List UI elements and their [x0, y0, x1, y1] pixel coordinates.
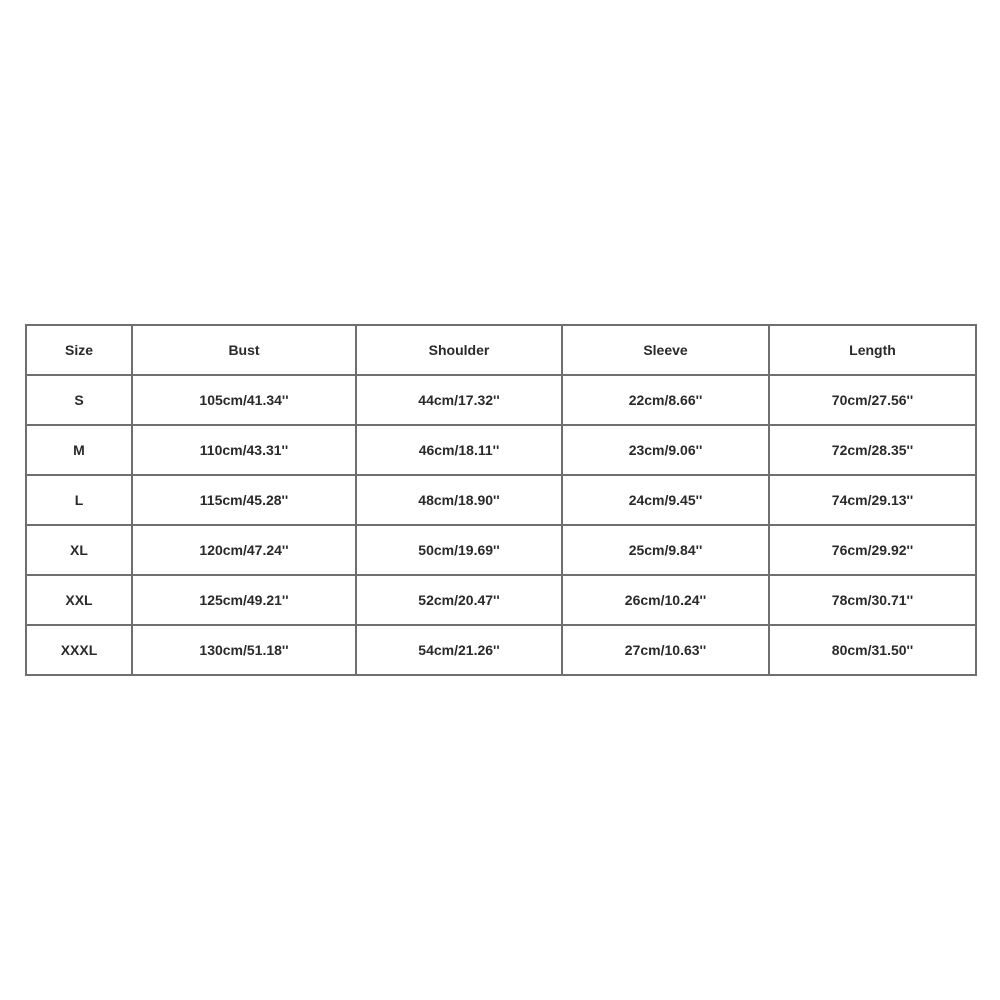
cell-size: XXXL [26, 625, 132, 675]
cell-bust: 115cm/45.28'' [132, 475, 356, 525]
header-sleeve: Sleeve [562, 325, 769, 375]
cell-bust: 130cm/51.18'' [132, 625, 356, 675]
header-bust: Bust [132, 325, 356, 375]
table-row [26, 625, 976, 675]
cell-length: 72cm/28.35'' [769, 425, 976, 475]
cell-shoulder: 52cm/20.47'' [356, 575, 562, 625]
cell-length: 76cm/29.92'' [769, 525, 976, 575]
cell-shoulder: 54cm/21.26'' [356, 625, 562, 675]
cell-bust: 120cm/47.24'' [132, 525, 356, 575]
size-chart-table [25, 324, 977, 676]
cell-sleeve: 22cm/8.66'' [562, 375, 769, 425]
size-chart-container [25, 324, 975, 675]
cell-length: 70cm/27.56'' [769, 375, 976, 425]
table-row [26, 575, 976, 625]
cell-shoulder: 48cm/18.90'' [356, 475, 562, 525]
cell-shoulder: 50cm/19.69'' [356, 525, 562, 575]
cell-size: S [26, 375, 132, 425]
cell-size: L [26, 475, 132, 525]
header-shoulder: Shoulder [356, 325, 562, 375]
cell-shoulder: 44cm/17.32'' [356, 375, 562, 425]
table-row [26, 475, 976, 525]
cell-size: XL [26, 525, 132, 575]
cell-bust: 125cm/49.21'' [132, 575, 356, 625]
cell-sleeve: 25cm/9.84'' [562, 525, 769, 575]
cell-sleeve: 23cm/9.06'' [562, 425, 769, 475]
header-row [26, 325, 976, 375]
cell-bust: 110cm/43.31'' [132, 425, 356, 475]
header-size: Size [26, 325, 132, 375]
table-row [26, 525, 976, 575]
cell-length: 78cm/30.71'' [769, 575, 976, 625]
cell-sleeve: 24cm/9.45'' [562, 475, 769, 525]
table-row [26, 425, 976, 475]
cell-size: M [26, 425, 132, 475]
cell-length: 80cm/31.50'' [769, 625, 976, 675]
cell-size: XXL [26, 575, 132, 625]
cell-shoulder: 46cm/18.11'' [356, 425, 562, 475]
cell-sleeve: 27cm/10.63'' [562, 625, 769, 675]
cell-sleeve: 26cm/10.24'' [562, 575, 769, 625]
header-length: Length [769, 325, 976, 375]
cell-bust: 105cm/41.34'' [132, 375, 356, 425]
table-row [26, 375, 976, 425]
cell-length: 74cm/29.13'' [769, 475, 976, 525]
